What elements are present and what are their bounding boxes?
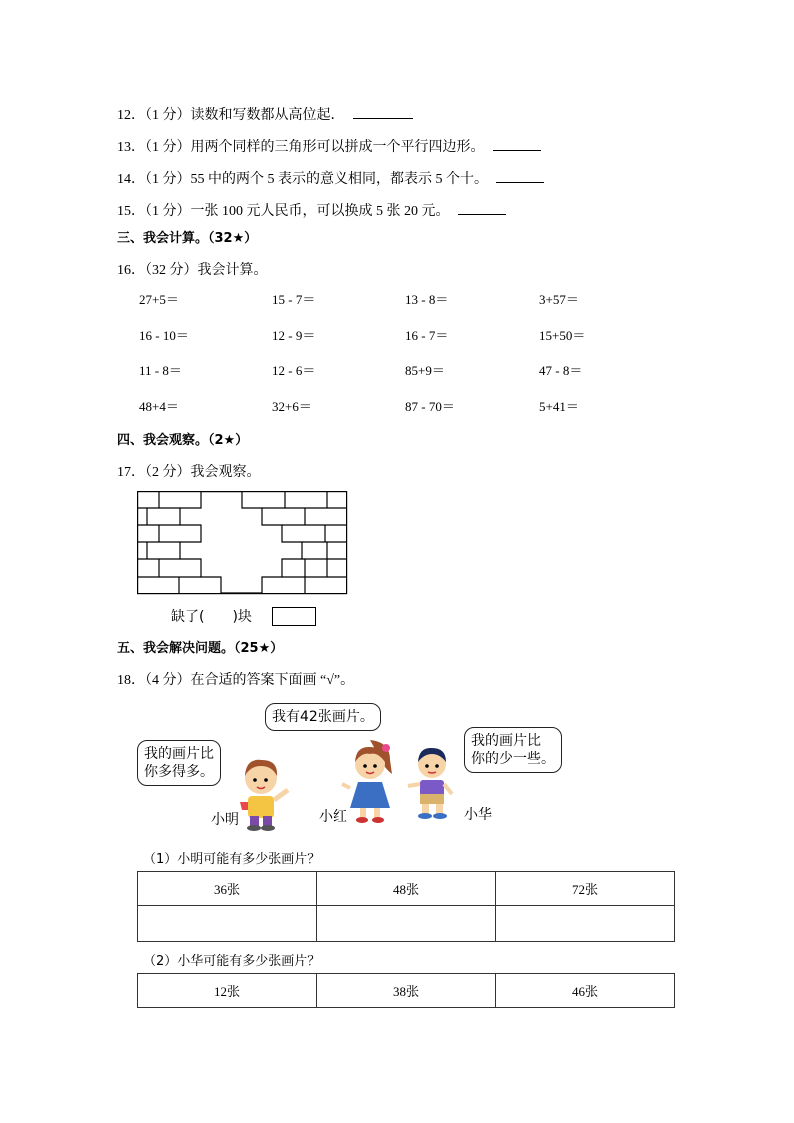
question-13 (117, 136, 541, 157)
xiaohong-illustration (340, 738, 400, 828)
mark-cell[interactable] (138, 906, 317, 942)
question-17-text: 17．（2 分）我会观察。 (117, 465, 261, 480)
calc-item: 87 - 70＝ (405, 399, 455, 414)
question-14 (117, 168, 544, 189)
calc-item: 15+50＝ (539, 328, 586, 343)
calc-item: 16 - 10＝ (139, 328, 189, 343)
calc-item: 12 - 9＝ (272, 328, 316, 343)
xiaoming-name: 小明 (211, 812, 239, 828)
mark-cell[interactable] (496, 906, 675, 942)
table-row (138, 974, 675, 1008)
answer-blank-15[interactable] (458, 200, 506, 215)
question-12 (117, 104, 413, 125)
calc-item: 47 - 8＝ (539, 363, 583, 378)
xiaohong-name: 小红 (319, 809, 347, 825)
calc-item: 85+9＝ (405, 363, 445, 378)
answer-table-1 (137, 871, 675, 942)
question-14-text: 14．（1 分）55 中的两个 5 表示的意义相同，都表示 5 个十。 (117, 172, 488, 187)
option-cell: 72张 (496, 872, 675, 906)
question-18-text: 18．（4 分）在合适的答案下面画 “√”。 (117, 673, 355, 688)
calc-item: 11 - 8＝ (139, 363, 182, 378)
calc-item: 5+41＝ (539, 399, 579, 414)
option-cell: 48张 (317, 872, 496, 906)
calc-item: 13 - 8＝ (405, 292, 449, 307)
xiaohong-speech-bubble: 我有42张画片。 (265, 703, 381, 731)
answer-table-2 (137, 973, 675, 1008)
mark-cell[interactable] (317, 906, 496, 942)
sub-question-2: （2）小华可能有多少张画片？ (143, 954, 321, 969)
question-16-text: 16．（32 分）我会计算。 (117, 263, 268, 278)
xiaohua-speech-bubble: 我的画片比 你的少一些。 (464, 727, 562, 773)
section-5-heading: 五、我会解决问题。（25★） (117, 641, 284, 656)
section-4-heading: 四、我会观察。（2★） (117, 433, 249, 448)
section-3-heading: 三、我会计算。（32★） (117, 231, 258, 246)
answer-box-17[interactable] (272, 607, 316, 626)
xiaohua-name: 小华 (464, 807, 492, 823)
question-13-text: 13．（1 分）用两个同样的三角形可以拼成一个平行四边形。 (117, 140, 485, 155)
question-15 (117, 200, 506, 221)
calc-item: 16 - 7＝ (405, 328, 449, 343)
xiaoming-speech-bubble: 我的画片比 你多得多。 (137, 740, 221, 786)
option-cell: 36张 (138, 872, 317, 906)
calc-item: 48+4＝ (139, 399, 179, 414)
answer-blank-12[interactable] (353, 104, 413, 119)
question-12-text: 12．（1 分）读数和写数都从高位起． (117, 108, 345, 123)
option-cell: 38张 (317, 974, 496, 1008)
calc-item: 27+5＝ (139, 292, 179, 307)
xiaohua-illustration (406, 742, 461, 822)
sub-question-1: （1）小明可能有多少张画片？ (143, 852, 321, 867)
option-cell: 12张 (138, 974, 317, 1008)
question-15-text: 15．（1 分）一张 100 元人民币，可以换成 5 张 20 元。 (117, 204, 450, 219)
option-cell: 46张 (496, 974, 675, 1008)
calc-item: 32+6＝ (272, 399, 312, 414)
table-row (138, 872, 675, 906)
calc-item: 3+57＝ (539, 292, 579, 307)
brick-wall-figure (137, 491, 349, 595)
missing-bricks-answer: 缺了( )块 (171, 609, 252, 625)
calc-item: 12 - 6＝ (272, 363, 316, 378)
calc-item: 15 - 7＝ (272, 292, 316, 307)
answer-blank-14[interactable] (496, 168, 544, 183)
missing-bricks-hole (180, 492, 302, 593)
table-row (138, 906, 675, 942)
answer-blank-13[interactable] (493, 136, 541, 151)
xiaoming-illustration (232, 752, 302, 832)
